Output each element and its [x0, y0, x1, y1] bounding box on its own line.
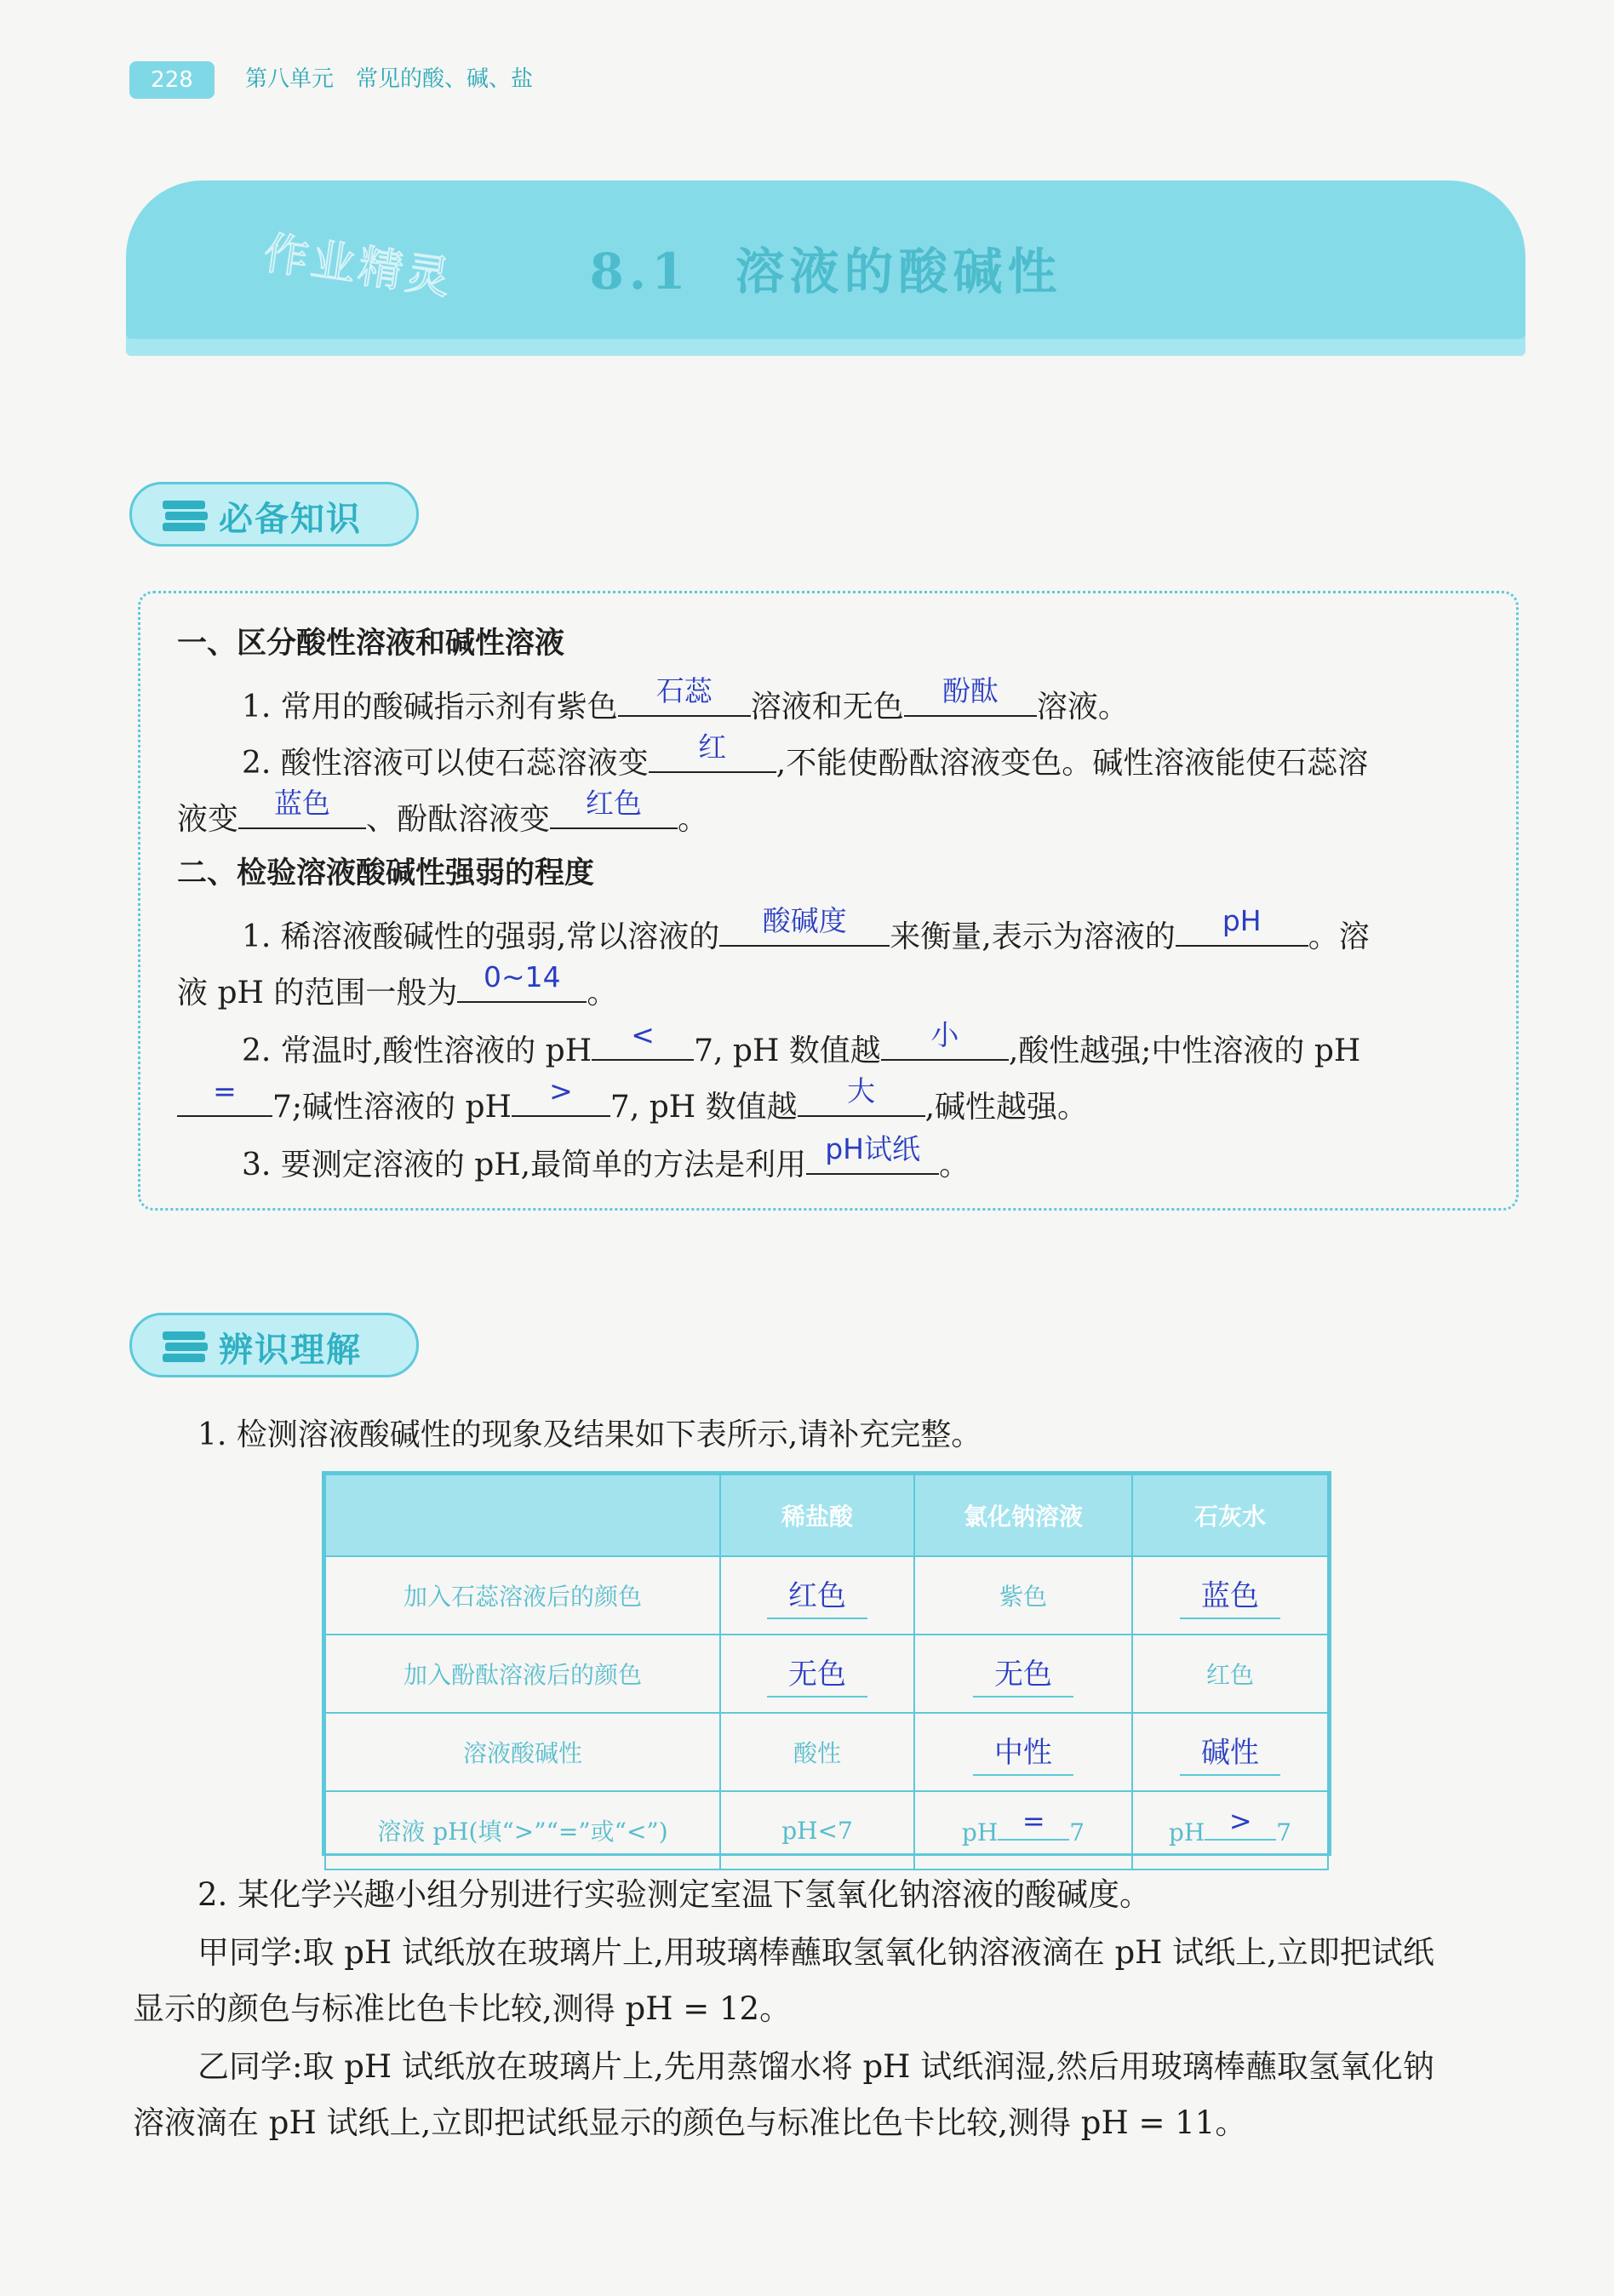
table-cell: 紫色	[914, 1556, 1132, 1635]
table-header-row	[325, 1474, 1328, 1556]
table-row	[325, 1556, 1328, 1635]
answer-blank: <	[592, 1025, 694, 1061]
paragraph-student-a-line2: 显示的颜色与标准比色卡比较,测得 pH = 12。	[133, 1990, 792, 2027]
table-header-cell: 石灰水	[1132, 1474, 1328, 1556]
table-header-cell: 稀盐酸	[720, 1474, 914, 1556]
heading-1: 一、区分酸性溶液和碱性溶液	[177, 627, 565, 661]
table-header-cell	[325, 1474, 720, 1556]
paragraph-student-b-line1: 乙同学:取 pH 试纸放在玻璃片上,先用蒸馏水将 pH 试纸润湿,然后用玻璃棒蘸取氢氧化钠	[197, 2048, 1434, 2085]
table-cell: pH<7	[720, 1791, 914, 1869]
row-label: 加入酚酞溶液后的颜色	[325, 1635, 720, 1713]
answer-blank: >	[512, 1081, 610, 1117]
answer-blank: 0~14	[457, 967, 587, 1003]
answer-blank: 大	[798, 1081, 925, 1117]
knowledge-q3-line2: 液 pH 的范围一般为 0~14 。	[177, 960, 618, 1011]
cell-answer: 蓝色	[1180, 1572, 1280, 1619]
heading-2: 二、检验溶液酸碱性强弱的程度	[177, 856, 595, 890]
row-label: 加入石蕊溶液后的颜色	[325, 1556, 720, 1635]
knowledge-q4-line2: = 7;碱性溶液的 pH > 7, pH 数值越 大 ,碱性越强。	[177, 1081, 1088, 1128]
knowledge-q2-line2: 液变 蓝色 、酚酞溶液变 红色 。	[177, 787, 709, 837]
answer-blank: 红	[649, 737, 776, 773]
knowledge-q2-line1: 2. 酸性溶液可以使石蕊溶液变 红 ,不能使酚酞溶液变色。碱性溶液能使石蕊溶	[242, 730, 1369, 781]
row-label: 溶液 pH(填“>”“=”或“<”)	[325, 1791, 720, 1869]
page-number: 228	[129, 61, 215, 99]
answer-blank: 酸碱度	[719, 911, 890, 947]
table-cell: pH > 7	[1132, 1791, 1328, 1869]
table-cell: pH = 7	[914, 1791, 1132, 1869]
table-cell	[1132, 1713, 1328, 1791]
answer-blank: pH	[1176, 911, 1308, 947]
table-cell: 红色	[1132, 1635, 1328, 1713]
tag-label: 辨识理解	[219, 1330, 362, 1370]
row-label: 溶液酸碱性	[325, 1713, 720, 1791]
answer-blank: 酚酞	[904, 681, 1037, 717]
answer-blank: =	[177, 1081, 272, 1117]
table-header-cell: 氯化钠溶液	[914, 1474, 1132, 1556]
table-cell: 酸性	[720, 1713, 914, 1791]
table-row	[325, 1713, 1328, 1791]
running-title: 第八单元 常见的酸、碱、盐	[245, 66, 534, 92]
answer-blank: pH试纸	[806, 1139, 939, 1175]
paragraph-student-b-line2: 溶液滴在 pH 试纸上,立即把试纸显示的颜色与标准比色卡比较,测得 pH = 11。	[133, 2104, 1247, 2141]
cell-answer: 碱性	[1180, 1729, 1280, 1776]
answer-blank: >	[1205, 1815, 1276, 1841]
knowledge-q3-line1: 1. 稀溶液酸碱性的强弱,常以溶液的 酸碱度 来衡量,表示为溶液的 pH 。溶	[242, 904, 1370, 954]
knowledge-q1: 1. 常用的酸碱指示剂有紫色 石蕊 溶液和无色 酚酞 溶液。	[242, 674, 1129, 724]
cell-answer: 中性	[973, 1729, 1073, 1776]
section-heading: 溶液的酸碱性	[735, 243, 1062, 301]
table-cell	[914, 1635, 1132, 1713]
answer-blank: 蓝色	[238, 793, 366, 829]
table-row	[325, 1791, 1328, 1869]
answer-blank: 红色	[550, 793, 678, 829]
cell-answer: 红色	[767, 1572, 867, 1619]
answer-blank: =	[998, 1815, 1069, 1841]
table-row	[325, 1635, 1328, 1713]
section-number: 8.1	[589, 243, 691, 301]
results-table	[322, 1471, 1331, 1856]
answer-blank: 石蕊	[618, 681, 751, 717]
table-cell	[1132, 1556, 1328, 1635]
cell-answer: 无色	[973, 1651, 1073, 1698]
answer-blank: 小	[881, 1025, 1009, 1061]
tag-identify-understand	[129, 1313, 419, 1377]
table-cell	[914, 1713, 1132, 1791]
knowledge-q5: 3. 要测定溶液的 pH,最简单的方法是利用 pH试纸 。	[242, 1132, 970, 1182]
paragraph-student-a-line1: 甲同学:取 pH 试纸放在玻璃片上,用玻璃棒蘸取氢氧化钠溶液滴在 pH 试纸上,立即把试纸	[197, 1934, 1434, 1971]
tag-label: 必备知识	[219, 499, 362, 539]
practice-q2: 2. 某化学兴趣小组分别进行实验测定室温下氢氧化钠溶液的酸碱度。	[197, 1876, 1152, 1913]
tag-essential-knowledge	[129, 482, 419, 547]
watermark: 作业精灵	[260, 227, 457, 306]
table-cell	[720, 1635, 914, 1713]
practice-q1: 1. 检测溶液酸碱性的现象及结果如下表所示,请补充完整。	[197, 1417, 982, 1452]
knowledge-q4-line1: 2. 常温时,酸性溶液的 pH < 7, pH 数值越 小 ,酸性越强;中性溶液的 pH	[242, 1018, 1361, 1068]
books-icon	[163, 1330, 209, 1364]
table-cell	[720, 1556, 914, 1635]
cell-answer: 无色	[767, 1651, 867, 1698]
books-icon	[163, 499, 209, 533]
